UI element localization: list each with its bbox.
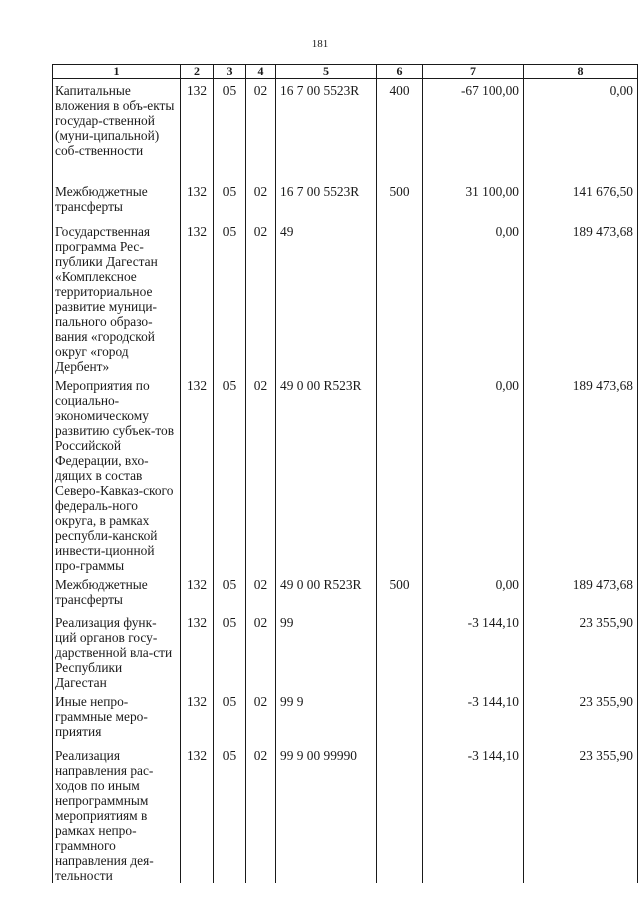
expense-type-cell: 500 <box>377 573 423 611</box>
column-header: 5 <box>276 65 377 79</box>
table-row <box>53 374 638 573</box>
total-amount-cell: 23 355,90 <box>524 744 638 883</box>
column-header: 8 <box>524 65 638 79</box>
total-amount-cell: 141 676,50 <box>524 180 638 220</box>
expense-type-cell: 400 <box>377 79 423 180</box>
total-amount-cell: 23 355,90 <box>524 690 638 744</box>
expense-name-cell: Реализация функ-ций органов госу-дарственной вла-сти Республики Дагестан <box>53 611 181 690</box>
expense-type-cell: 500 <box>377 180 423 220</box>
section-code-cell: 05 <box>214 611 246 690</box>
budget-table-container <box>52 64 637 883</box>
expense-type-cell <box>377 690 423 744</box>
change-amount-cell: 0,00 <box>423 220 524 374</box>
target-article-cell: 16 7 00 5523R <box>276 79 377 180</box>
section-code-cell: 05 <box>214 690 246 744</box>
expense-name-cell: Межбюджетные трансферты <box>53 180 181 220</box>
column-number-header-row <box>53 65 638 79</box>
table-row <box>53 180 638 220</box>
subsection-code-cell: 02 <box>246 690 276 744</box>
change-amount-cell: 0,00 <box>423 573 524 611</box>
total-amount-cell: 23 355,90 <box>524 611 638 690</box>
ministry-code-cell: 132 <box>181 690 214 744</box>
table-row <box>53 573 638 611</box>
change-amount-cell: -3 144,10 <box>423 744 524 883</box>
table-row <box>53 611 638 690</box>
section-code-cell: 05 <box>214 220 246 374</box>
column-header: 2 <box>181 65 214 79</box>
total-amount-cell: 189 473,68 <box>524 573 638 611</box>
expense-type-cell <box>377 611 423 690</box>
subsection-code-cell: 02 <box>246 374 276 573</box>
table-row <box>53 744 638 883</box>
budget-table <box>52 64 638 883</box>
column-header: 7 <box>423 65 524 79</box>
target-article-cell: 99 <box>276 611 377 690</box>
column-header: 1 <box>53 65 181 79</box>
page-number: 181 <box>311 38 329 50</box>
target-article-cell: 99 9 <box>276 690 377 744</box>
change-amount-cell: -3 144,10 <box>423 611 524 690</box>
target-article-cell: 16 7 00 5523R <box>276 180 377 220</box>
expense-name-cell: Мероприятия по социально-экономическому развитию субъек-тов Российской Федерации, вхо-дящих в состав Северо-Кавказ-ского федераль-ного округа, в рамках республи-канской инвести-ционной про-граммы <box>53 374 181 573</box>
expense-name-cell: Иные непро-граммные меро-приятия <box>53 690 181 744</box>
expense-name-cell: Капитальные вложения в объ-екты государ-ственной (муни-ципальной) соб-ственности <box>53 79 181 180</box>
total-amount-cell: 0,00 <box>524 79 638 180</box>
ministry-code-cell: 132 <box>181 744 214 883</box>
change-amount-cell: 0,00 <box>423 374 524 573</box>
change-amount-cell: 31 100,00 <box>423 180 524 220</box>
column-header: 3 <box>214 65 246 79</box>
ministry-code-cell: 132 <box>181 79 214 180</box>
subsection-code-cell: 02 <box>246 744 276 883</box>
expense-type-cell <box>377 220 423 374</box>
section-code-cell: 05 <box>214 374 246 573</box>
ministry-code-cell: 132 <box>181 180 214 220</box>
table-row <box>53 690 638 744</box>
subsection-code-cell: 02 <box>246 79 276 180</box>
expense-name-cell: Государственная программа Рес-публики Дагестан «Комплексное территориальное развитие муници-пального образо-вания «городской округ «город Дербент» <box>53 220 181 374</box>
section-code-cell: 05 <box>214 573 246 611</box>
target-article-cell: 99 9 00 99990 <box>276 744 377 883</box>
section-code-cell: 05 <box>214 744 246 883</box>
expense-name-cell: Реализация направления рас-ходов по иным непрограммным мероприятиям в рамках непро-граммного направления дея-тельности <box>53 744 181 883</box>
target-article-cell: 49 0 00 R523R <box>276 374 377 573</box>
column-header: 6 <box>377 65 423 79</box>
subsection-code-cell: 02 <box>246 180 276 220</box>
ministry-code-cell: 132 <box>181 611 214 690</box>
change-amount-cell: -67 100,00 <box>423 79 524 180</box>
subsection-code-cell: 02 <box>246 573 276 611</box>
ministry-code-cell: 132 <box>181 374 214 573</box>
total-amount-cell: 189 473,68 <box>524 374 638 573</box>
change-amount-cell: -3 144,10 <box>423 690 524 744</box>
section-code-cell: 05 <box>214 180 246 220</box>
ministry-code-cell: 132 <box>181 220 214 374</box>
table-row <box>53 79 638 180</box>
subsection-code-cell: 02 <box>246 220 276 374</box>
expense-type-cell <box>377 374 423 573</box>
target-article-cell: 49 <box>276 220 377 374</box>
table-row <box>53 220 638 374</box>
section-code-cell: 05 <box>214 79 246 180</box>
expense-type-cell <box>377 744 423 883</box>
subsection-code-cell: 02 <box>246 611 276 690</box>
column-header: 4 <box>246 65 276 79</box>
total-amount-cell: 189 473,68 <box>524 220 638 374</box>
target-article-cell: 49 0 00 R523R <box>276 573 377 611</box>
ministry-code-cell: 132 <box>181 573 214 611</box>
expense-name-cell: Межбюджетные трансферты <box>53 573 181 611</box>
